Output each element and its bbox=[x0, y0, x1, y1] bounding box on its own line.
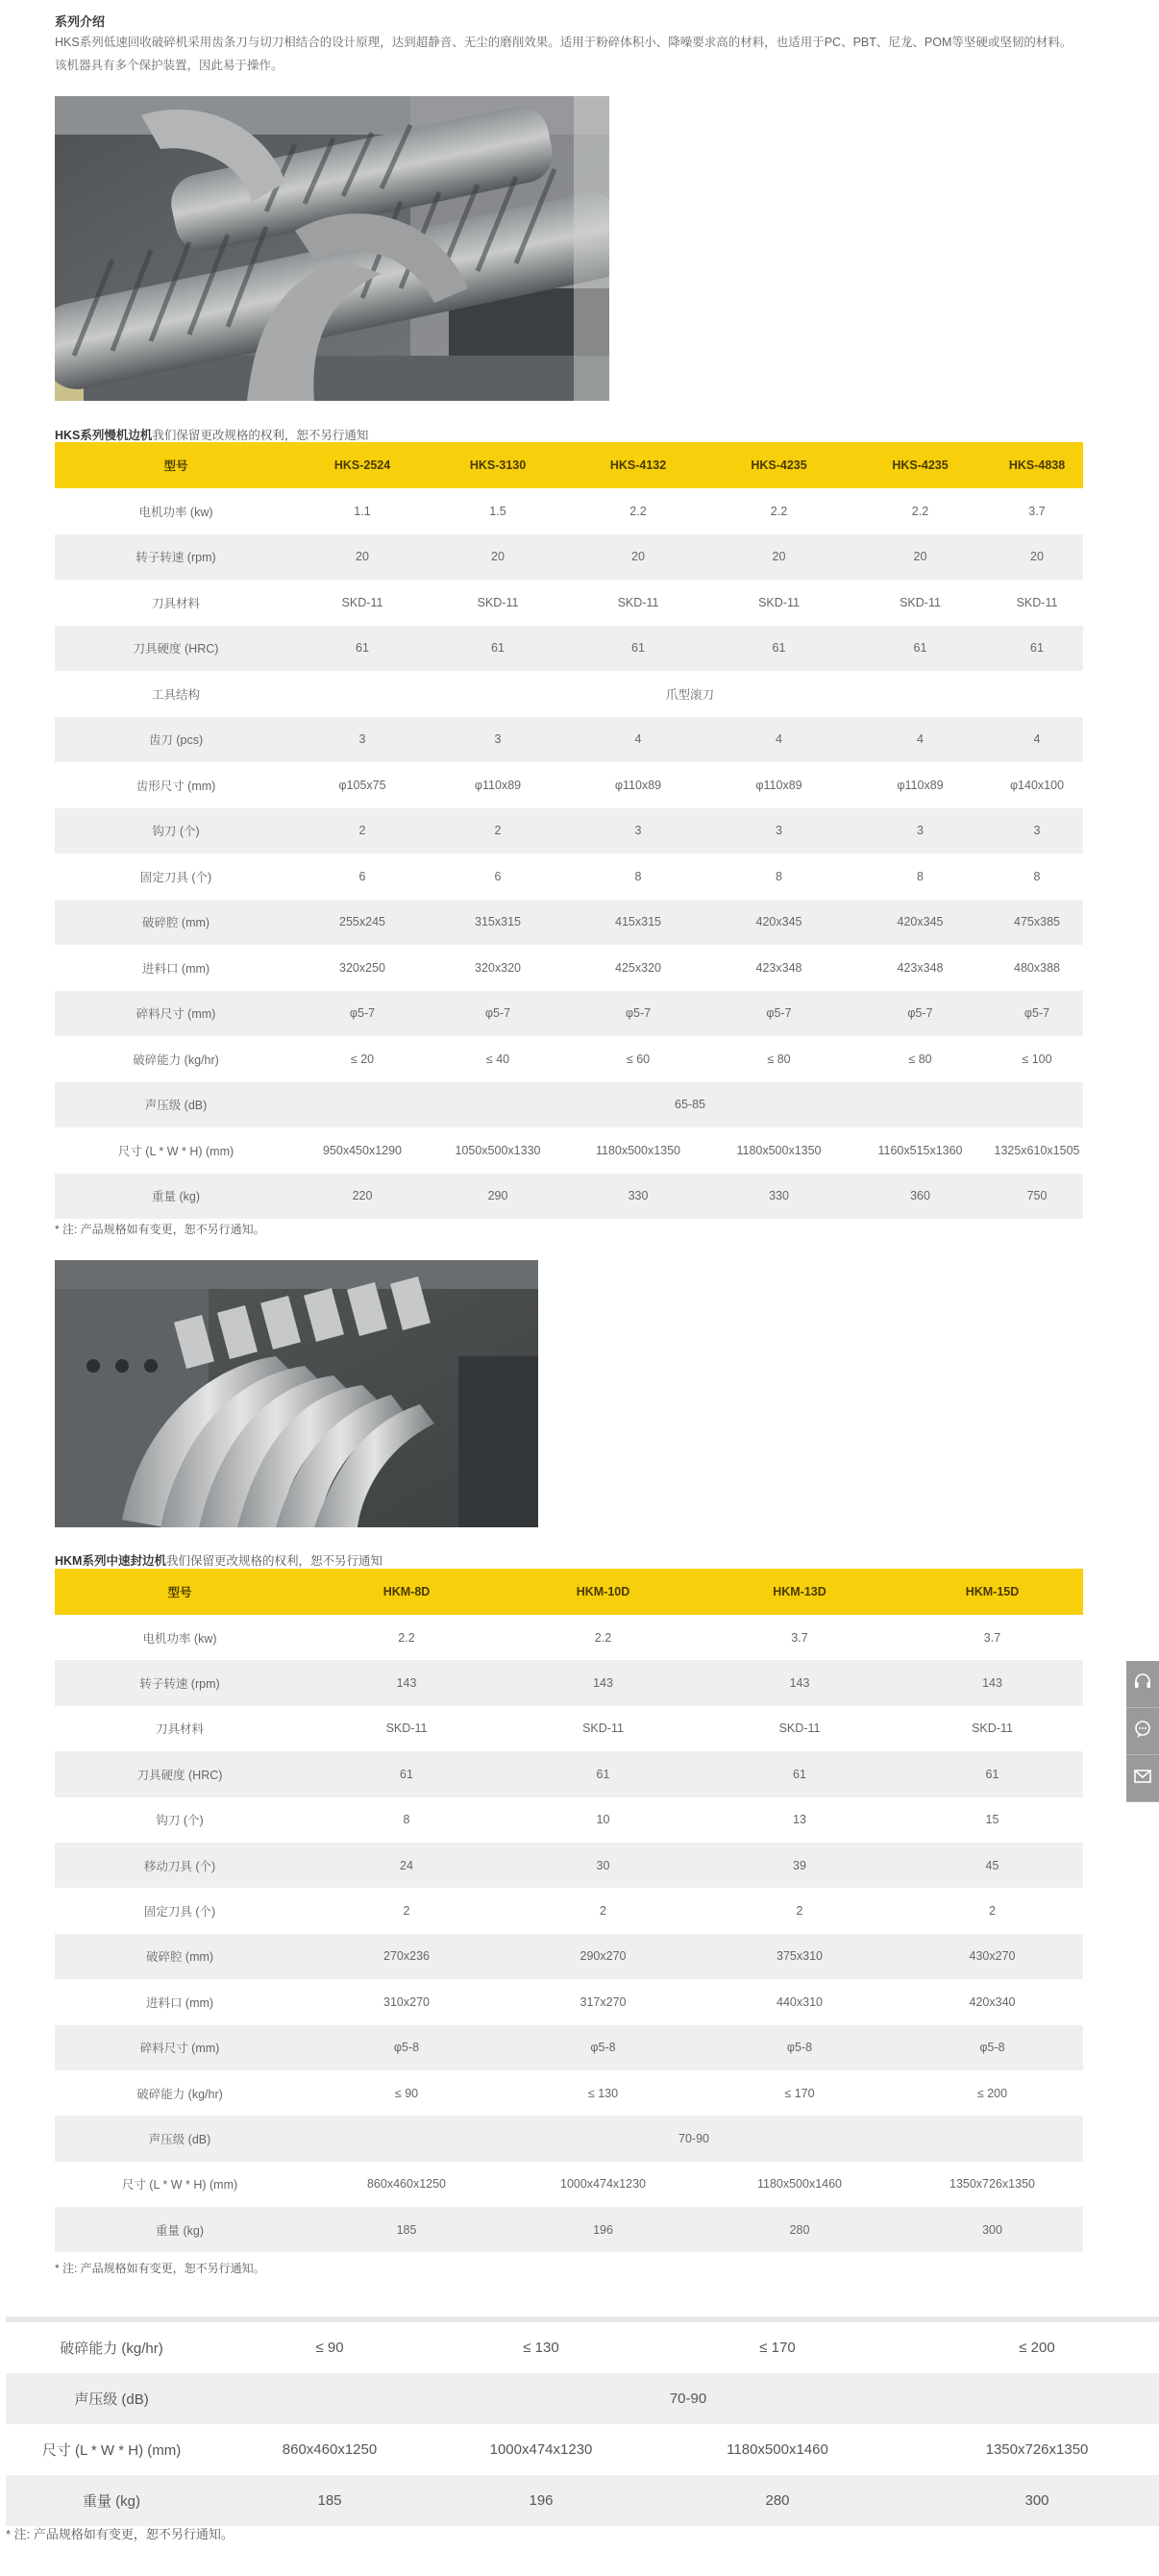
side-mail-button[interactable] bbox=[1126, 1755, 1159, 1802]
row-label: 破碎能力 (kg/hr) bbox=[136, 2087, 223, 2101]
table-cell: 61 bbox=[850, 626, 991, 672]
table-cell: 2 bbox=[428, 808, 568, 855]
table-cell: 420x345 bbox=[850, 900, 991, 946]
table-cell: ≤ 100 bbox=[1022, 1052, 1052, 1066]
row-label: 破碎腔 (mm) bbox=[55, 1934, 305, 1979]
table-cell: ≤ 80 bbox=[908, 1052, 932, 1066]
table-cell: φ5-7 bbox=[850, 991, 991, 1037]
table-cell: 255x245 bbox=[297, 900, 428, 946]
zoom-note: * 注: 产品规格如有变更，恕不另行通知。 bbox=[6, 2527, 234, 2541]
table-row bbox=[55, 1888, 1083, 1933]
table-cell: 2.2 bbox=[629, 504, 647, 518]
table-cell: 39 bbox=[698, 1843, 901, 1888]
row-label: 钩刀 (个) bbox=[55, 808, 297, 855]
table-cell: 4 bbox=[991, 717, 1083, 763]
table-cell: 320x250 bbox=[339, 960, 385, 975]
row-label: 破碎能力 (kg/hr) bbox=[133, 1053, 219, 1067]
row-label: 刀具材料 bbox=[151, 596, 200, 610]
table-cell: SKD-11 bbox=[900, 595, 941, 609]
table-cell: 2 bbox=[796, 1904, 803, 1919]
table-cell: 1325x610x1505 bbox=[994, 1143, 1080, 1157]
table-cell: SKD-11 bbox=[758, 595, 800, 609]
table-cell: 8 bbox=[917, 869, 924, 883]
table-cell: SKD-11 bbox=[385, 1721, 428, 1736]
table-cell: 45 bbox=[901, 1843, 1083, 1888]
table-cell: 3 bbox=[568, 808, 708, 855]
table-header-cell: HKS-4132 bbox=[568, 442, 708, 488]
table-cell: 1180x500x1350 bbox=[736, 1143, 822, 1157]
table-cell: 10 bbox=[596, 1813, 610, 1827]
table-cell: 20 bbox=[850, 534, 991, 581]
row-label: 转子转速 (rpm) bbox=[55, 534, 297, 581]
table-header-cell: HKM-10D bbox=[508, 1569, 698, 1615]
table-cell: 196 bbox=[442, 2475, 640, 2526]
table-row bbox=[55, 1660, 1083, 1705]
table-cell: 20 bbox=[991, 534, 1083, 581]
table-row bbox=[55, 1979, 1083, 2024]
row-label: 声压级 (dB) bbox=[55, 2116, 305, 2161]
table-cell: 2 bbox=[989, 1904, 996, 1919]
table-cell: φ5-7 bbox=[297, 991, 428, 1037]
table-cell: 70-90 bbox=[217, 2373, 1159, 2424]
side-contact-button[interactable] bbox=[1126, 1661, 1159, 1708]
table-cell: 2.2 bbox=[398, 1630, 415, 1645]
row-label: 移动刀具 (个) bbox=[55, 1843, 305, 1888]
table-row bbox=[55, 671, 1083, 717]
table-cell: 3 bbox=[297, 717, 428, 763]
table-cell: 2.2 bbox=[594, 1630, 612, 1645]
table-cell: 430x270 bbox=[901, 1934, 1083, 1979]
table-cell: 61 bbox=[901, 1751, 1083, 1796]
table-row bbox=[55, 2207, 1083, 2252]
table-cell: 950x450x1290 bbox=[322, 1143, 403, 1157]
table-cell: 185 bbox=[305, 2207, 508, 2252]
table-cell: φ5-8 bbox=[508, 2025, 698, 2070]
table-cell: 290x270 bbox=[508, 1934, 698, 1979]
table-cell: ≤ 200 bbox=[1019, 2340, 1055, 2356]
table-cell: 270x236 bbox=[305, 1934, 508, 1979]
row-label: 固定刀具 (个) bbox=[143, 1905, 216, 1920]
table-cell: 300 bbox=[915, 2475, 1159, 2526]
table-cell: 1050x500x1330 bbox=[455, 1143, 541, 1157]
table-cell: 20 bbox=[428, 534, 568, 581]
table-header-cell: HKS-4838 bbox=[991, 442, 1083, 488]
table-cell: φ5-8 bbox=[698, 2025, 901, 2070]
table-header-cell: HKM-8D bbox=[305, 1569, 508, 1615]
table-cell: 20 bbox=[568, 534, 708, 581]
row-label: 电机功率 (kw) bbox=[138, 505, 213, 519]
table-cell: 6 bbox=[494, 869, 502, 883]
table-cell: 185 bbox=[217, 2475, 442, 2526]
table-row bbox=[6, 2322, 1159, 2373]
table-cell: 2.2 bbox=[911, 504, 929, 518]
table-row bbox=[55, 945, 1083, 991]
table-cell: φ5-7 bbox=[428, 991, 568, 1037]
row-label: 声压级 (dB) bbox=[55, 1082, 297, 1128]
headset-icon bbox=[1133, 1672, 1152, 1692]
table-cell: 290 bbox=[428, 1174, 568, 1220]
table-row bbox=[55, 1751, 1083, 1796]
hkm-note: * 注: 产品规格如有变更，恕不另行通知。 bbox=[55, 2262, 265, 2275]
table-cell: SKD-11 bbox=[341, 595, 383, 609]
table-cell: 196 bbox=[508, 2207, 698, 2252]
hks-spec-table bbox=[55, 442, 1083, 1219]
table-cell: 320x320 bbox=[475, 960, 521, 975]
hkm-caption-title: HKM系列中速封边机 bbox=[55, 1554, 166, 1568]
table-row bbox=[55, 534, 1083, 581]
table-cell: 280 bbox=[640, 2475, 915, 2526]
row-label: 重量 (kg) bbox=[55, 2207, 305, 2252]
table-cell: 315x315 bbox=[428, 900, 568, 946]
table-cell: 61 bbox=[508, 1751, 698, 1796]
table-cell: 143 bbox=[901, 1660, 1083, 1705]
table-row bbox=[55, 1174, 1083, 1220]
table-cell: ≤ 20 bbox=[350, 1052, 375, 1066]
table-cell: 1180x500x1460 bbox=[727, 2441, 828, 2458]
table-cell: φ5-8 bbox=[901, 2025, 1083, 2070]
table-cell: 3 bbox=[991, 808, 1083, 855]
table-cell: 8 bbox=[1033, 869, 1041, 883]
table-cell: φ5-8 bbox=[305, 2025, 508, 2070]
row-label: 尺寸 (L * W * H) (mm) bbox=[121, 2178, 238, 2192]
table-cell: 61 bbox=[568, 626, 708, 672]
section-title: 系列介绍 bbox=[55, 14, 106, 29]
table-cell: 4 bbox=[708, 717, 850, 763]
table-cell: 143 bbox=[698, 1660, 901, 1705]
table-cell: 1000x474x1230 bbox=[489, 2441, 593, 2458]
table-cell: φ110x89 bbox=[897, 778, 944, 792]
table-cell: 2 bbox=[403, 1904, 410, 1919]
table-header-cell: HKS-2524 bbox=[297, 442, 428, 488]
table-cell: ≤ 130 bbox=[587, 2086, 619, 2100]
hks-caption bbox=[55, 426, 368, 443]
table-row bbox=[55, 580, 1083, 626]
table-cell: φ5-7 bbox=[708, 991, 850, 1037]
table-header-cell: HKM-15D bbox=[901, 1569, 1083, 1615]
table-row bbox=[55, 1036, 1083, 1082]
row-label: 碎料尺寸 (mm) bbox=[55, 991, 297, 1037]
table-cell: 423x348 bbox=[897, 960, 944, 975]
table-row bbox=[6, 2475, 1159, 2526]
table-cell: 8 bbox=[634, 869, 642, 883]
table-row bbox=[55, 488, 1083, 534]
table-cell: 425x320 bbox=[615, 960, 661, 975]
table-row bbox=[55, 1127, 1083, 1174]
table-row bbox=[55, 1082, 1083, 1128]
table-cell: φ140x100 bbox=[1009, 778, 1065, 792]
table-cell: 1.5 bbox=[489, 504, 506, 518]
table-cell: 360 bbox=[850, 1174, 991, 1220]
table-row bbox=[55, 854, 1083, 900]
table-cell: SKD-11 bbox=[617, 595, 659, 609]
table-cell: 13 bbox=[793, 1813, 806, 1827]
hkm-caption bbox=[55, 1551, 382, 1569]
table-cell: 2.2 bbox=[770, 504, 788, 518]
table-cell: 30 bbox=[508, 1843, 698, 1888]
table-header-cell: HKM-13D bbox=[698, 1569, 901, 1615]
row-label: 刀具硬度 (HRC) bbox=[55, 626, 297, 672]
hks-note: * 注: 产品规格如有变更，恕不另行通知。 bbox=[55, 1223, 265, 1236]
table-cell: 480x388 bbox=[1014, 960, 1060, 975]
table-cell: ≤ 80 bbox=[767, 1052, 791, 1066]
row-label: 重量 (kg) bbox=[6, 2475, 217, 2526]
table-cell: 1350x726x1350 bbox=[949, 2177, 1035, 2192]
table-cell: 440x310 bbox=[777, 1994, 823, 2009]
table-header-cell: 型号 bbox=[55, 1569, 305, 1615]
row-label: 固定刀具 (个) bbox=[139, 870, 212, 884]
table-row bbox=[6, 2373, 1159, 2424]
table-cell: ≤ 170 bbox=[759, 2340, 796, 2356]
table-cell: 143 bbox=[305, 1660, 508, 1705]
table-row bbox=[55, 2025, 1083, 2070]
table-cell: 415x315 bbox=[568, 900, 708, 946]
table-cell: SKD-11 bbox=[972, 1721, 1013, 1736]
table-cell: ≤ 200 bbox=[976, 2086, 1008, 2100]
hkm-caption-notice: 我们保留更改规格的权利，恕不另行通知 bbox=[165, 1554, 382, 1568]
table-cell: 143 bbox=[508, 1660, 698, 1705]
table-cell: 3.7 bbox=[983, 1630, 1001, 1645]
row-label: 齿形尺寸 (mm) bbox=[136, 779, 216, 793]
table-cell: 1180x500x1350 bbox=[595, 1143, 681, 1157]
table-header-row bbox=[55, 442, 1083, 488]
row-label: 钩刀 (个) bbox=[156, 1814, 204, 1828]
table-row bbox=[55, 1934, 1083, 1979]
table-row bbox=[55, 2116, 1083, 2161]
table-cell: 423x348 bbox=[755, 960, 802, 975]
table-cell: φ5-7 bbox=[568, 991, 708, 1037]
table-cell: 1000x474x1230 bbox=[560, 2177, 646, 2192]
table-cell: SKD-11 bbox=[582, 1721, 624, 1736]
table-cell: ≤ 60 bbox=[626, 1052, 651, 1066]
table-cell: 爪型滚刀 bbox=[665, 687, 714, 702]
table-cell: 20 bbox=[297, 534, 428, 581]
row-label: 转子转速 (rpm) bbox=[55, 1660, 305, 1705]
side-chat-button[interactable] bbox=[1126, 1708, 1159, 1755]
row-label: 破碎腔 (mm) bbox=[55, 900, 297, 946]
table-cell: SKD-11 bbox=[778, 1721, 821, 1736]
table-cell: 330 bbox=[708, 1174, 850, 1220]
table-row bbox=[55, 900, 1083, 946]
table-row bbox=[55, 2070, 1083, 2116]
row-label: 刀具硬度 (HRC) bbox=[55, 1751, 305, 1796]
table-cell: 3 bbox=[708, 808, 850, 855]
row-label: 碎料尺寸 (mm) bbox=[55, 2025, 305, 2070]
table-cell: φ110x89 bbox=[755, 778, 802, 792]
intro-text: HKS系列低速回收破碎机采用齿条刀与切刀相结合的设计原理，达到超静音、无尘的磨削效果。适用于粉碎体积小、降噪要求高的材料，也适用于PC、PBT、尼龙、POM等坚硬或坚韧的材料。该机器具有多个保护装置，因此易于操作。 bbox=[55, 36, 1073, 72]
row-label: 尺寸 (L * W * H) (mm) bbox=[41, 2442, 182, 2459]
table-row bbox=[6, 2424, 1159, 2475]
row-label: 破碎能力 (kg/hr) bbox=[60, 2341, 163, 2357]
table-cell: 1350x726x1350 bbox=[985, 2441, 1089, 2458]
table-header-cell: HKS-4235 bbox=[708, 442, 850, 488]
table-row bbox=[55, 2162, 1083, 2207]
table-cell: 2 bbox=[600, 1904, 606, 1919]
table-cell: φ110x89 bbox=[614, 778, 662, 792]
chat-icon bbox=[1133, 1720, 1152, 1739]
table-cell: 24 bbox=[305, 1843, 508, 1888]
table-row bbox=[55, 1615, 1083, 1660]
table-cell: ≤ 90 bbox=[315, 2340, 344, 2356]
table-cell: 8 bbox=[776, 869, 782, 883]
table-cell: 6 bbox=[358, 869, 366, 883]
hks-caption-title: HKS系列慢机边机 bbox=[55, 429, 153, 442]
table-cell: 20 bbox=[708, 534, 850, 581]
table-cell: 15 bbox=[985, 1813, 999, 1827]
table-row bbox=[55, 991, 1083, 1037]
table-cell: φ5-7 bbox=[991, 991, 1083, 1037]
row-label: 尺寸 (L * W * H) (mm) bbox=[117, 1144, 234, 1158]
table-row bbox=[55, 762, 1083, 808]
table-cell: 280 bbox=[698, 2207, 901, 2252]
table-cell: 317x270 bbox=[580, 1994, 627, 2009]
row-label: 进料口 (mm) bbox=[145, 1995, 214, 2010]
row-label: 声压级 (dB) bbox=[6, 2373, 217, 2424]
row-label: 进料口 (mm) bbox=[141, 961, 210, 976]
row-label: 齿刀 (pcs) bbox=[55, 717, 297, 763]
table-cell: 420x345 bbox=[708, 900, 850, 946]
table-cell: 1180x500x1460 bbox=[756, 2177, 843, 2192]
table-cell: 70-90 bbox=[305, 2116, 1083, 2161]
table-cell: 860x460x1250 bbox=[366, 2177, 447, 2192]
table-cell: 220 bbox=[297, 1174, 428, 1220]
table-cell: 61 bbox=[305, 1751, 508, 1796]
mail-icon bbox=[1133, 1767, 1152, 1786]
table-cell: 2 bbox=[297, 808, 428, 855]
table-cell: ≤ 170 bbox=[784, 2086, 815, 2100]
table-cell: 61 bbox=[708, 626, 850, 672]
table-cell: 65-85 bbox=[297, 1082, 1083, 1128]
table-cell: 3.7 bbox=[1028, 504, 1046, 518]
table-cell: 61 bbox=[991, 626, 1083, 672]
table-header-row bbox=[55, 1569, 1083, 1615]
table-header-cell: HKS-3130 bbox=[428, 442, 568, 488]
table-row bbox=[55, 808, 1083, 855]
table-cell: 420x340 bbox=[969, 1994, 1016, 2009]
table-row bbox=[55, 1843, 1083, 1888]
table-cell: 475x385 bbox=[991, 900, 1083, 946]
table-cell: 310x270 bbox=[383, 1994, 430, 2009]
hkm-shredder-photo bbox=[55, 1260, 538, 1527]
table-cell: 4 bbox=[568, 717, 708, 763]
table-cell: 3.7 bbox=[791, 1630, 808, 1645]
table-row bbox=[55, 1797, 1083, 1843]
table-cell: 860x460x1250 bbox=[282, 2441, 378, 2458]
table-row bbox=[55, 626, 1083, 672]
table-cell: 61 bbox=[698, 1751, 901, 1796]
hks-caption-notice: 我们保留更改规格的权利，恕不另行通知 bbox=[152, 429, 369, 442]
table-cell: 1160x515x1360 bbox=[877, 1143, 963, 1157]
table-cell: 8 bbox=[403, 1813, 410, 1827]
table-cell: 330 bbox=[568, 1174, 708, 1220]
table-row bbox=[55, 1706, 1083, 1751]
table-cell: 61 bbox=[297, 626, 428, 672]
table-cell: φ105x75 bbox=[338, 778, 386, 792]
table-row bbox=[55, 717, 1083, 763]
table-cell: SKD-11 bbox=[477, 595, 519, 609]
table-cell: φ110x89 bbox=[474, 778, 522, 792]
table-cell: 3 bbox=[428, 717, 568, 763]
hkm-spec-table bbox=[55, 1569, 1083, 2252]
table-cell: 1.1 bbox=[354, 504, 371, 518]
table-header-cell: HKS-4235 bbox=[850, 442, 991, 488]
table-cell: 4 bbox=[850, 717, 991, 763]
hkm-zoom-table bbox=[6, 2322, 1159, 2526]
table-header-cell: 型号 bbox=[55, 442, 297, 488]
table-cell: ≤ 90 bbox=[394, 2086, 419, 2100]
hks-shredder-photo bbox=[55, 96, 609, 401]
row-label: 重量 (kg) bbox=[55, 1174, 297, 1220]
row-label: 工具结构 bbox=[151, 687, 200, 702]
table-cell: ≤ 130 bbox=[523, 2340, 559, 2356]
row-label: 刀具材料 bbox=[155, 1722, 204, 1737]
table-cell: 375x310 bbox=[698, 1934, 901, 1979]
table-cell: 3 bbox=[850, 808, 991, 855]
table-cell: SKD-11 bbox=[1016, 595, 1058, 609]
row-label: 电机功率 (kw) bbox=[142, 1631, 217, 1646]
table-cell: 750 bbox=[991, 1174, 1083, 1220]
table-cell: 300 bbox=[901, 2207, 1083, 2252]
table-cell: 61 bbox=[428, 626, 568, 672]
table-cell: ≤ 40 bbox=[485, 1052, 510, 1066]
